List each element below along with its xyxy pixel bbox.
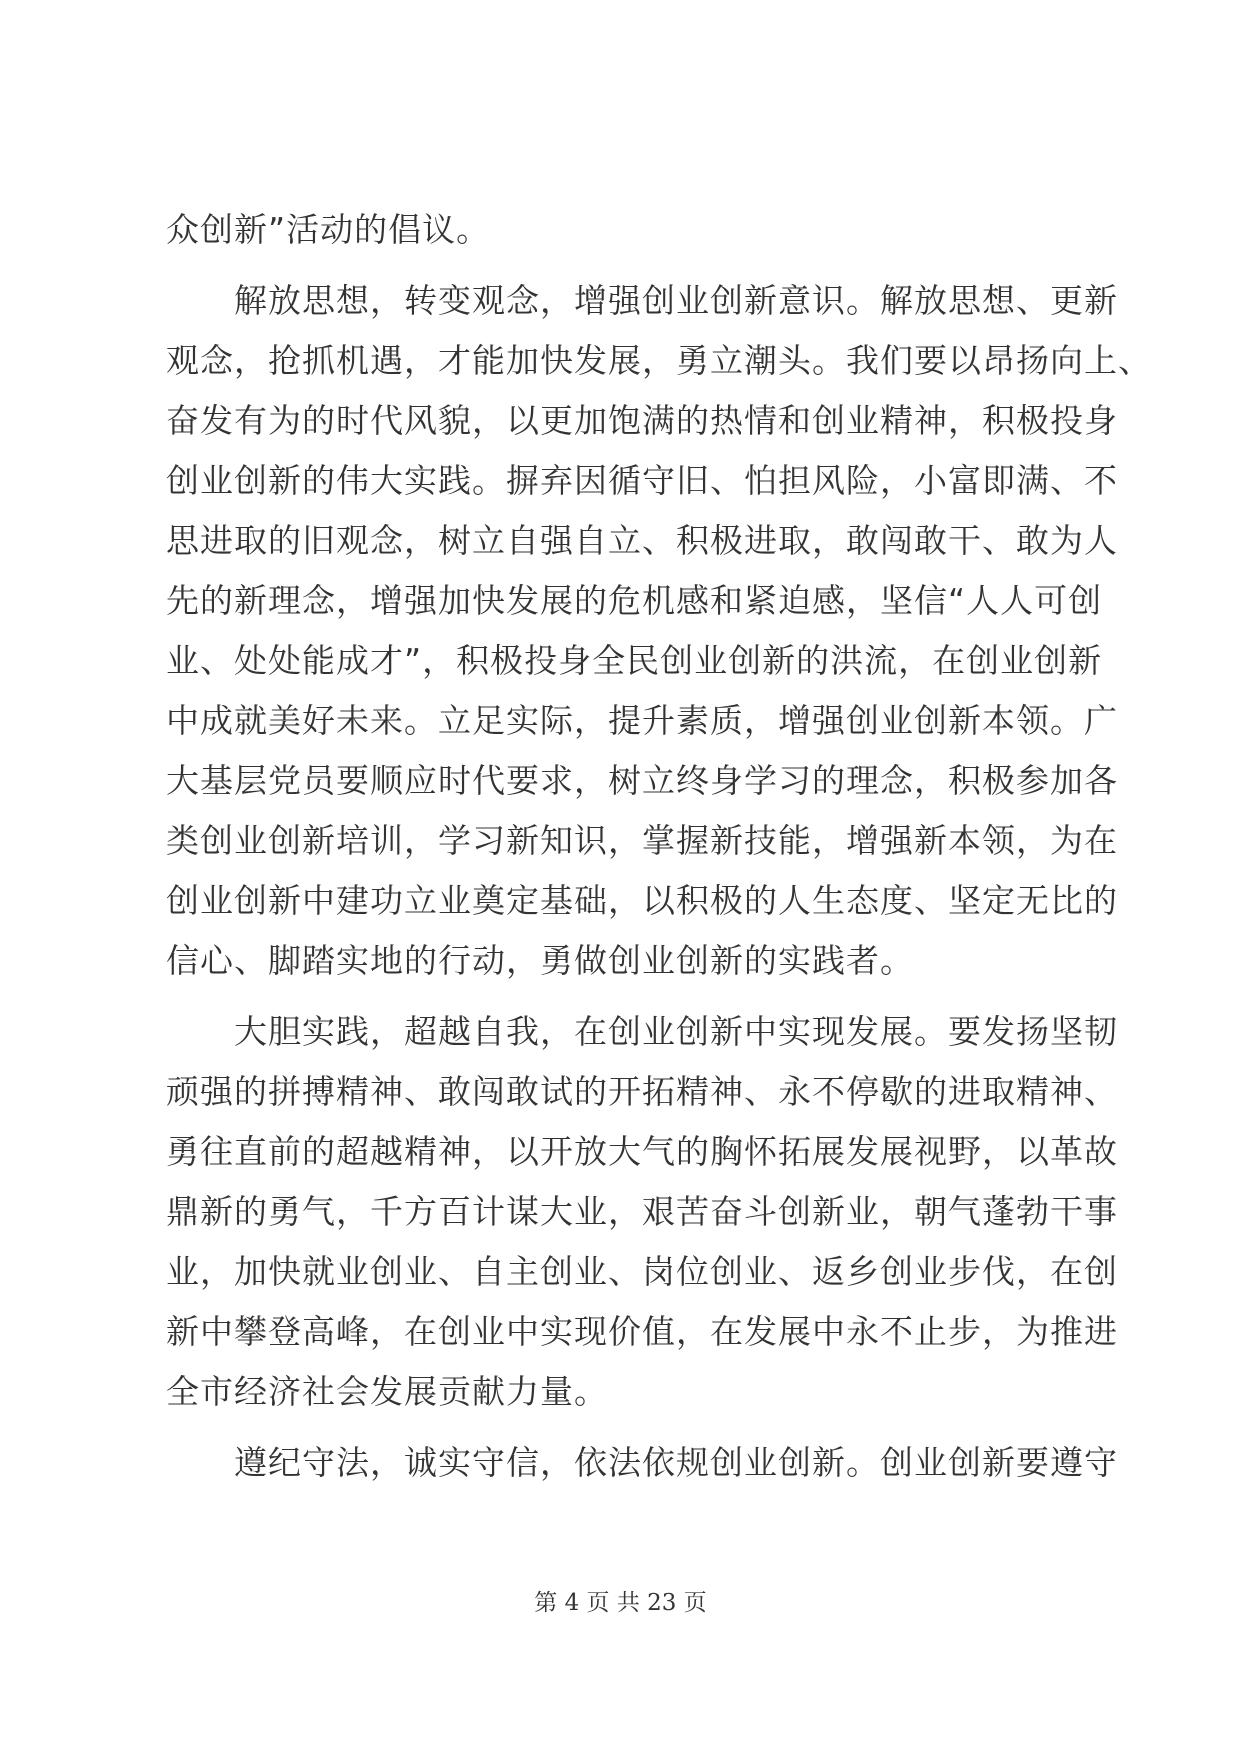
text-line: 鼎新的勇气，千方百计谋大业，艰苦奋斗创新业，朝气蓬勃干事 bbox=[166, 1192, 1118, 1231]
page-number-footer: 第 4 页 共 23 页 bbox=[534, 1590, 707, 1616]
text-line: 勇往直前的超越精神，以开放大气的胸怀拓展发展视野，以革故 bbox=[166, 1132, 1118, 1171]
text-line: 众创新”活动的倡议。 bbox=[166, 210, 491, 249]
text-line: 顽强的拼搏精神、敢闯敢试的开拓精神、永不停歇的进取精神、 bbox=[166, 1072, 1118, 1111]
body-text bbox=[166, 200, 1152, 1493]
text-line: 大基层党员要顺应时代要求，树立终身学习的理念，积极参加各 bbox=[166, 761, 1118, 800]
text-line: 信心、脚踏实地的行动，勇做创业创新的实践者。 bbox=[166, 941, 914, 980]
text-line: 全市经济社会发展贡献力量。 bbox=[166, 1372, 608, 1411]
text-line: 观念，抢抓机遇，才能加快发展，勇立潮头。我们要以昂扬向上、 bbox=[166, 341, 1152, 380]
text-line: 创业创新的伟大实践。摒弃因循守旧、怕担风险，小富即满、不 bbox=[166, 461, 1118, 500]
text-line: 业、处处能成才”，积极投身全民创业创新的洪流，在创业创新 bbox=[166, 641, 1103, 680]
text-line: 新中攀登高峰，在创业中实现价值，在发展中永不止步，为推进 bbox=[166, 1312, 1118, 1351]
text-line: 业，加快就业创业、自主创业、岗位创业、返乡创业步伐，在创 bbox=[166, 1252, 1118, 1291]
text-line: 遵纪守法，诚实守信，依法依规创业创新。创业创新要遵守 bbox=[166, 1443, 1118, 1482]
text-line: 中成就美好未来。立足实际，提升素质，增强创业创新本领。广 bbox=[166, 701, 1118, 740]
text-line: 大胆实践，超越自我，在创业创新中实现发展。要发扬坚韧 bbox=[166, 1012, 1118, 1051]
text-line: 类创业创新培训，学习新知识，掌握新技能，增强新本领，为在 bbox=[166, 821, 1118, 860]
text-line: 创业创新中建功立业奠定基础，以积极的人生态度、坚定无比的 bbox=[166, 881, 1118, 920]
text-line: 思进取的旧观念，树立自强自立、积极进取，敢闯敢干、敢为人 bbox=[166, 521, 1118, 560]
text-line: 解放思想，转变观念，增强创业创新意识。解放思想、更新 bbox=[166, 281, 1118, 320]
text-line: 奋发有为的时代风貌，以更加饱满的热情和创业精神，积极投身 bbox=[166, 401, 1118, 440]
text-line: 先的新理念，增强加快发展的危机感和紧迫感，坚信“人人可创 bbox=[166, 581, 1103, 620]
